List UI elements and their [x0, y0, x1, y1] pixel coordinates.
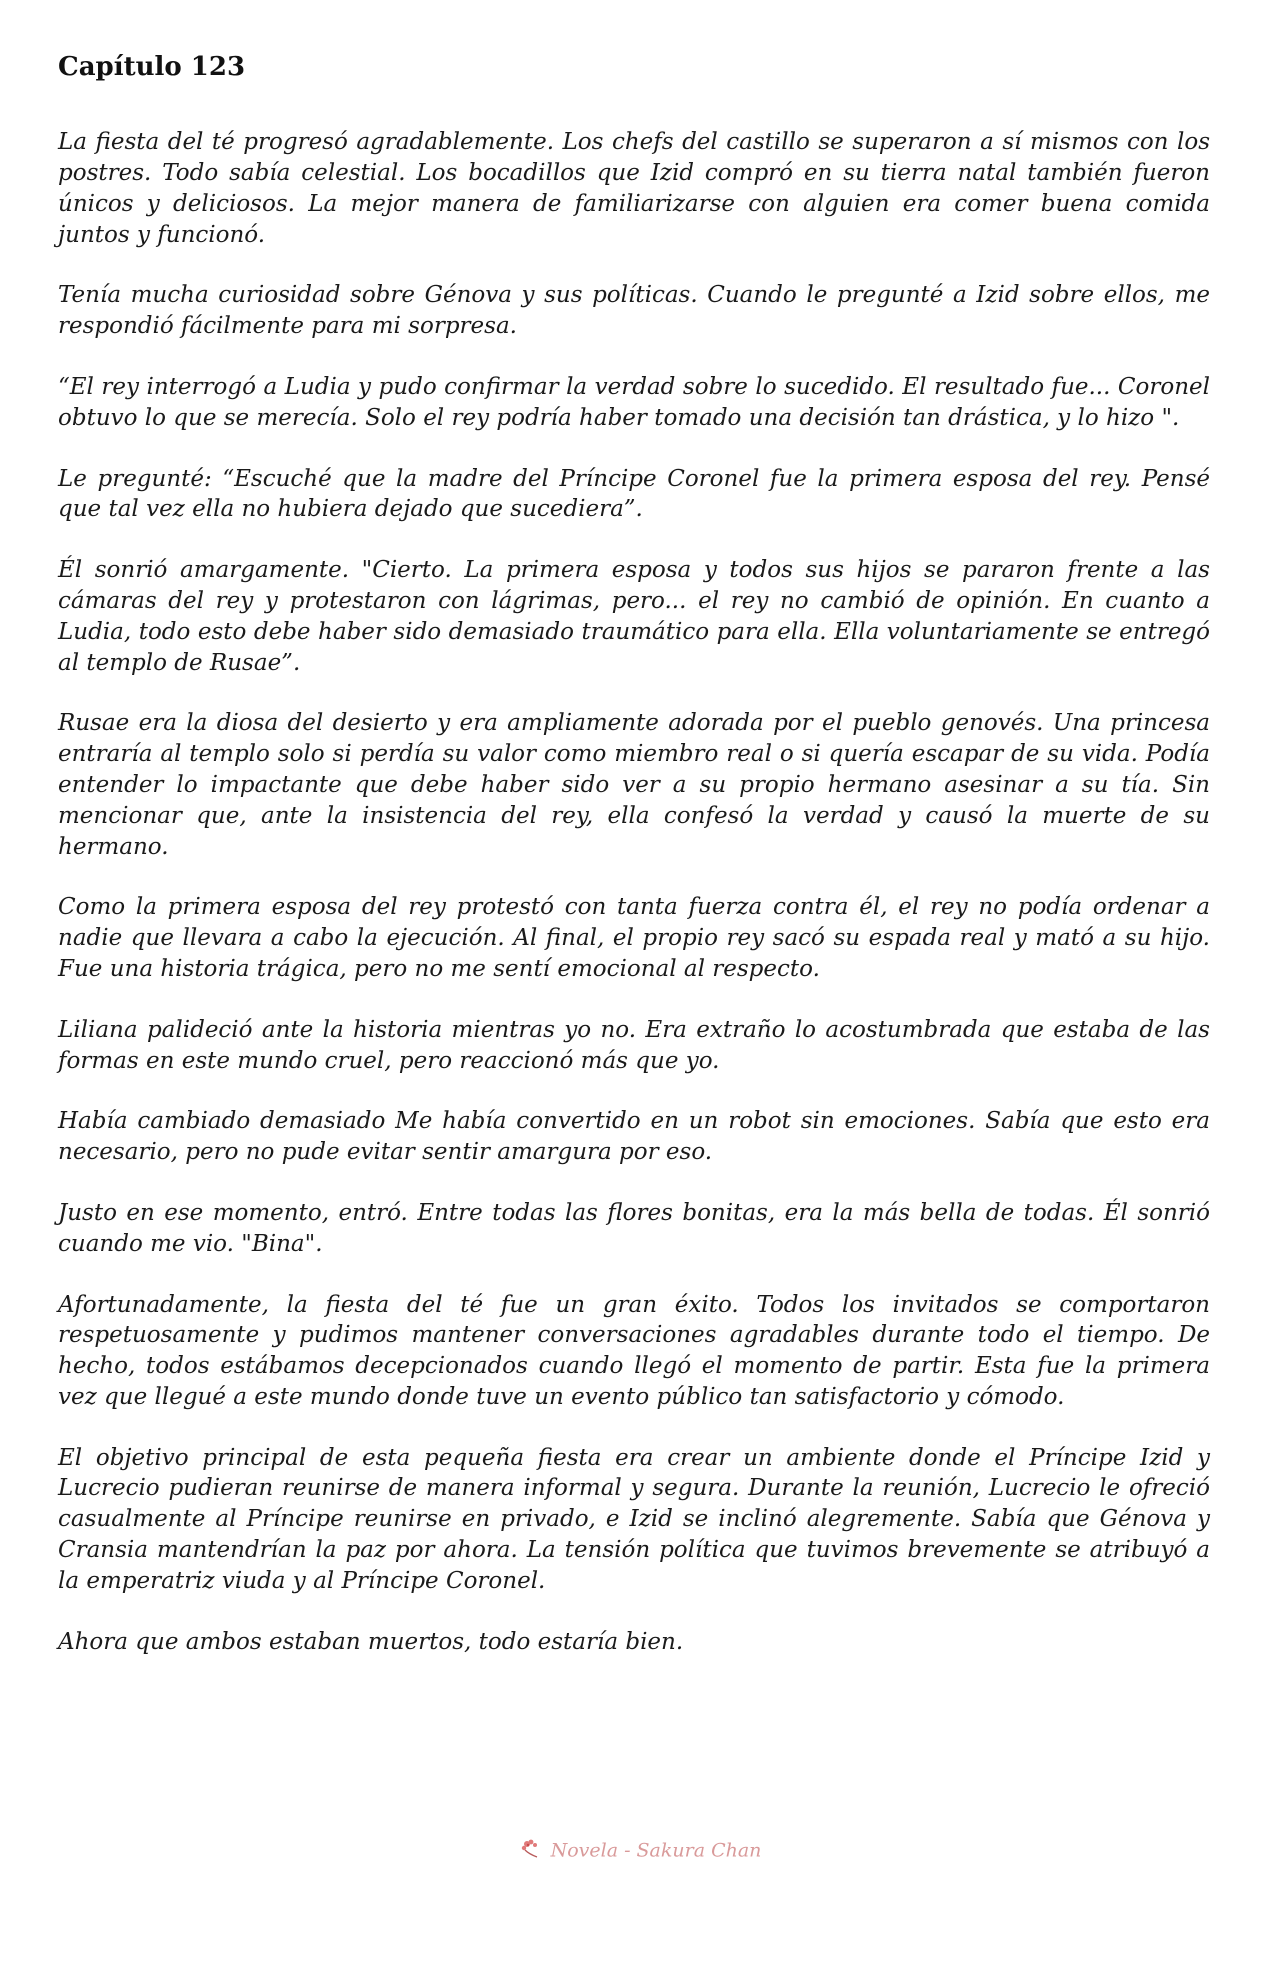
paragraph: Afortunadamente, la fiesta del té fue un gran éxito. Todos los invitados se comportaron respetuosamente y pudimos mantener conversaciones agradables durante todo el tiempo. De hecho, todos estábamos decepcionados cuando llegó el momento de partir. Esta fue la primera vez que llegué a este mundo donde tuve un evento público tan satisfactorio y cómodo.: [58, 1291, 1210, 1410]
paragraph: Justo en ese momento, entró. Entre todas las flores bonitas, era la más bella de todas. Él sonrió cuando me vio. "Bina".: [58, 1199, 1210, 1257]
paragraph: Él sonrió amargamente. "Cierto. La primera esposa y todos sus hijos se pararon frente a las cámaras del rey y protestaron con lágrimas, pero... el rey no cambió de opinión. En cuanto a Ludia, todo esto debe haber sido demasiado traumático para ella. Ella voluntariamente se entregó al templo de Rusae”.: [58, 557, 1210, 676]
sakura-flower-icon: [519, 1838, 545, 1865]
paragraph: Rusae era la diosa del desierto y era ampliamente adorada por el pueblo genovés. Una princesa entraría al templo solo si perdía su valor como miembro real o si quería escapar de su vida. Podía entender lo impactante que debe haber sido ver a su propio hermano asesinar a su tía. Sin mencionar que, ante la insistencia del rey, ella confesó la verdad y causó la muerte de su hermano.: [58, 710, 1210, 860]
paragraph: La fiesta del té progresó agradablemente. Los chefs del castillo se superaron a sí mismos con los postres. Todo sabía celestial. Los bocadillos que Izid compró en su tierra natal también fueron únicos y deliciosos. La mejor manera de familiarizarse con alguien era comer buena comida juntos y funcionó.: [58, 129, 1210, 248]
watermark-text: Novela - Sakura Chan: [550, 1839, 762, 1862]
chapter-body: [58, 127, 1210, 1657]
paragraph: Ahora que ambos estaban muertos, todo estaría bien.: [58, 1628, 684, 1655]
chapter-page: [58, 52, 1210, 1687]
paragraph: El objetivo principal de esta pequeña fiesta era crear un ambiente donde el Príncipe Izid y Lucrecio pudieran reunirse de manera informal y segura. Durante la reunión, Lucrecio le ofreció casualmente al Príncipe reunirse en privado, e Izid se inclinó alegremente. Sabía que Génova y Cransia mantendrían la paz por ahora. La tensión política que tuvimos brevemente se atribuyó a la emperatriz viuda y al Príncipe Coronel.: [58, 1444, 1210, 1594]
footer-watermark: [0, 1838, 1280, 1865]
paragraph: Liliana palideció ante la historia mientras yo no. Era extraño lo acostumbrada que estaba de las formas en este mundo cruel, pero reaccionó más que yo.: [58, 1016, 1210, 1074]
chapter-title: Capítulo 123: [58, 52, 246, 82]
paragraph: Le pregunté: “Escuché que la madre del Príncipe Coronel fue la primera esposa del rey. Pensé que tal vez ella no hubiera dejado que sucediera”.: [58, 465, 1210, 523]
paragraph: Había cambiado demasiado Me había convertido en un robot sin emociones. Sabía que esto era necesario, pero no pude evitar sentir amargura por eso.: [58, 1108, 1210, 1166]
paragraph: Tenía mucha curiosidad sobre Génova y sus políticas. Cuando le pregunté a Izid sobre ellos, me respondió fácilmente para mi sorpresa.: [58, 282, 1210, 340]
paragraph: “El rey interrogó a Ludia y pudo confirmar la verdad sobre lo sucedido. El resultado fue... Coronel obtuvo lo que se merecía. Solo el rey podría haber tomado una decisión tan drástica, y lo hizo ".: [58, 373, 1210, 431]
paragraph: Como la primera esposa del rey protestó con tanta fuerza contra él, el rey no podía ordenar a nadie que llevara a cabo la ejecución. Al final, el propio rey sacó su espada real y mató a su hijo. Fue una historia trágica, pero no me sentí emocional al respecto.: [58, 894, 1210, 982]
